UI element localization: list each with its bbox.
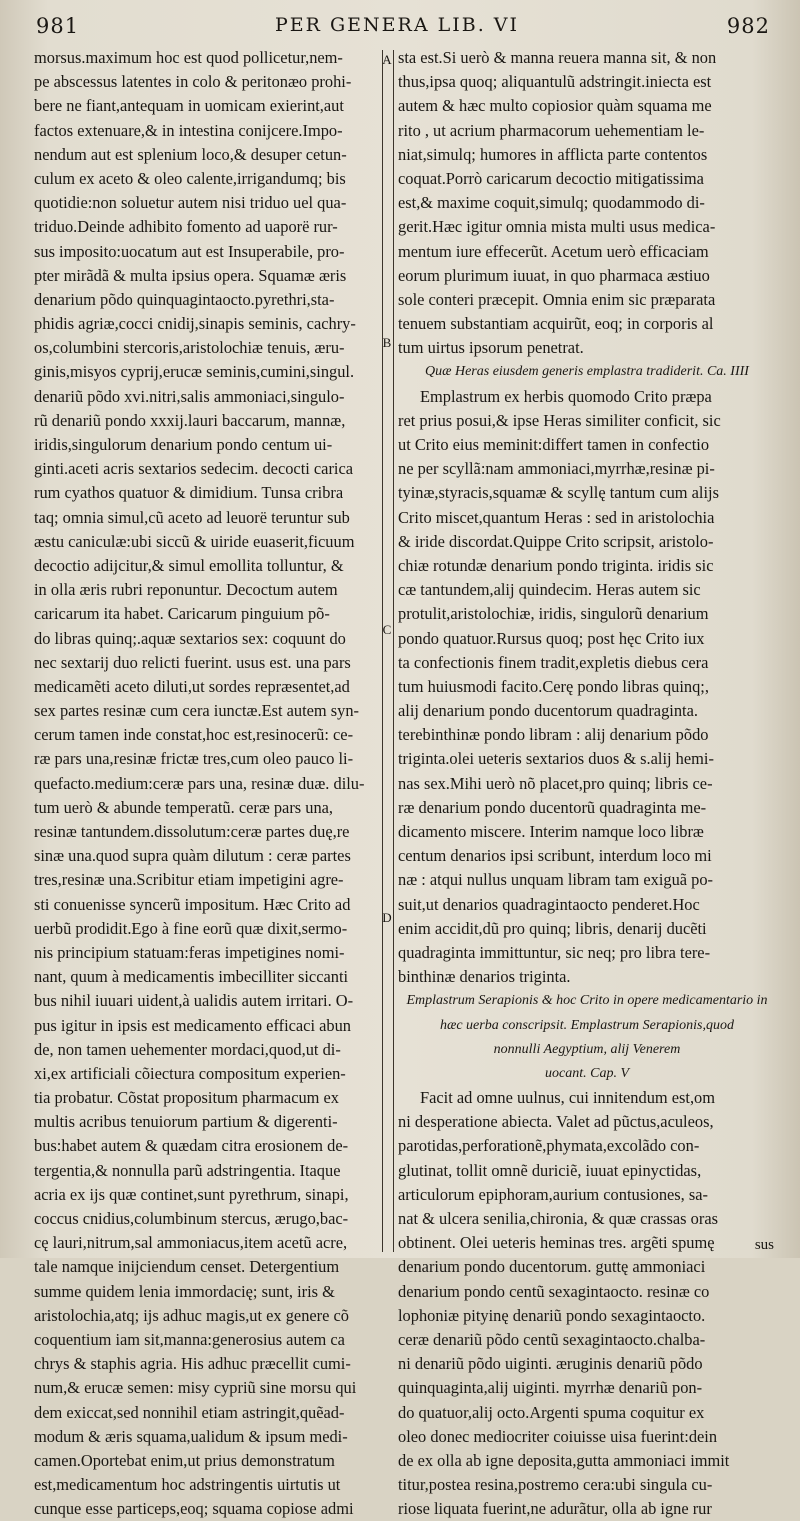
text-line: dem exiccat,sed nonnihil etiam astringit,quẽad-	[34, 1402, 345, 1422]
text-line: resinæ tantundem.dissolutum:ceræ partes duę,re	[34, 822, 350, 841]
text-line: quotidie:non soluetur autem nisi triduo uel qua-	[34, 193, 347, 213]
text-line: morsus.maximum hoc est quod pollicetur,nem-	[34, 48, 343, 67]
text-line: os,columbini stercoris,aristolochiæ tenuis, æru-	[34, 338, 345, 358]
text-line: tyinæ,styracis,squamæ & scyllę tantum cum alijs	[398, 483, 719, 503]
text-line: næ : atqui nullus unquam libram tam exiguã po-	[398, 870, 714, 890]
text-line: ta confectionis finem tradit,expletis diebus cera	[398, 652, 709, 672]
text-line: dicamento miscere. Interim namque loco libræ	[398, 822, 704, 841]
text-line: nat & ulcera senilia,chironia, & quæ crassas oras	[398, 1209, 718, 1228]
text-line: ceræ denariũ põdo centũ sexagintaocto.chalba-	[398, 1329, 706, 1349]
text-line: oleo donec mediocriter coiuisse uisa fuerint:dein	[398, 1426, 718, 1446]
margin-letter-b: B	[382, 335, 392, 350]
column-rule	[382, 50, 383, 1252]
text-line: de ex olla ab igne deposita,gutta ammoniaci immit	[398, 1450, 730, 1470]
text-line: chrys & staphis agria. His adhuc præcellit cumi-	[34, 1354, 351, 1374]
text-line: summe quidem lenia immordacię; sunt, iris &	[34, 1281, 335, 1301]
text-line: sex partes resinæ cum cera iunctæ.Est autem syn-	[34, 701, 359, 721]
page-number-right: 982	[726, 14, 770, 38]
text-line: de, non tamen uehementer mordaci,quod,ut di-	[34, 1039, 341, 1059]
text-line: & iride discordat.Quippe Crito scripsit, aristolo-	[398, 531, 714, 551]
catchword: sus	[754, 1237, 774, 1253]
text-line: quinquaginta,alij uiginti. myrrhæ denariũ pon-	[398, 1378, 703, 1398]
running-title: PER GENERA LIB. VI	[275, 14, 519, 36]
text-line: Quæ Heras eiusdem generis emplastra tradiderit. Ca. IIII	[425, 364, 749, 380]
page-number-left: 981	[36, 14, 80, 38]
margin-letter-d: D	[382, 910, 392, 925]
text-line: aristolochia,atq; ijs adhuc magis,ut ex genere cõ	[34, 1305, 349, 1325]
text-line: Crito miscet,quantum Heras : sed in aristolochia	[398, 507, 715, 527]
text-line: lophoniæ pityinę denariũ pondo sexagintaocto.	[398, 1305, 706, 1325]
text-line: gerit.Hæc igitur omnia mista multi usus medica-	[398, 217, 716, 237]
text-line: æstu caniculæ:ubi siccũ & uiride euaserit,ficuum	[34, 531, 355, 551]
text-line: xi,ex artificiali cõiectura compositum experien-	[34, 1063, 346, 1083]
text-line: nis principium statuam:feras impetigines nomi-	[34, 942, 345, 962]
text-line: terebinthinæ pondo libram : alij denarium põdo	[398, 725, 709, 745]
text-line: denarium põdo quinquagintaocto.pyrethri,sta-	[34, 289, 335, 309]
text-line: multis acribus tenuiorum partium & digerenti-	[34, 1112, 338, 1132]
text-line: nec sextarij duo relicti fuerint. usus est. una pars	[34, 652, 351, 672]
text-line: articulorum epiphoram,aurium contusiones, sa-	[398, 1184, 708, 1204]
margin-letter-c: C	[382, 622, 392, 637]
text-line: obtinent. Olei ueteris heminas tres. argẽti spumę	[398, 1233, 715, 1253]
text-line: est,& maxime coquit,simulq; quodammodo di-	[398, 193, 705, 213]
text-line: quadraginta immittuntur, sic neq; pro libra tere-	[398, 942, 711, 962]
text-line: ginis,misyos cyprij,erucæ seminis,cumini,singul.	[34, 362, 355, 382]
text-line: rito , ut acrium pharmacorum uehementiam le-	[398, 120, 705, 140]
text-line: tia probatur. Cõstat propositum pharmacum ex	[34, 1088, 339, 1108]
text-line: nendum aut est splenium loco,& desuper cetun-	[34, 144, 347, 164]
text-line: modum & æris squama,ualidum & ipsum medi-	[34, 1426, 348, 1446]
text-line: ut Crito eius meminit:differt tamen in confectio	[398, 435, 710, 454]
text-line: in olla æris rubri reponuntur. Decoctum autem	[34, 580, 338, 600]
right-text-column	[398, 46, 776, 1521]
text-line: tale namque inijciendum censet. Detergentium	[34, 1257, 340, 1277]
text-line: niat,simulq; humores in afflicta parte contentos	[398, 144, 708, 164]
text-line: cæ tantundem,alij quindecim. Heras autem sic	[398, 580, 701, 600]
text-line: pondo quatuor.Rursus quoq; post hęc Crito iux	[398, 628, 705, 648]
text-line: do quatuor,alij octo.Argenti spuma coquitur ex	[398, 1402, 705, 1422]
text-line: titur,postea resina,postremo cera:ubi singula cu-	[398, 1475, 713, 1495]
text-line: medicamẽti aceto diluti,ut sordes repræsentet,ad	[34, 676, 350, 696]
text-line: autem & hæc multo copiosior quàm squama me	[398, 96, 712, 116]
text-line: num,& erucæ semen: misy cypriũ sine morsu qui	[34, 1378, 357, 1398]
text-line: tres,resinæ una.Scribitur etiam impetigini agre-	[34, 870, 344, 890]
text-line: coccus cnidius,columbinum stercus, ærugo,bac-	[34, 1209, 349, 1228]
text-line: riose liquata fuerint,ne adurãtur, olla ab igne rur	[398, 1499, 712, 1519]
text-line: uocant. Cap. V	[545, 1065, 629, 1081]
text-line: parotidas,perforationẽ,phymata,excolãdo con-	[398, 1136, 700, 1156]
text-line: quefacto.medium:ceræ pars una, resinæ duæ. dilu-	[34, 773, 365, 793]
text-line: nant, quum à medicamentis imbecilliter siccanti	[34, 967, 349, 987]
text-line: coquat.Porrò caricarum decoctio mitigatissima	[398, 168, 704, 188]
text-line: rũ denariũ pondo xxxij.lauri baccarum, mannæ,	[34, 410, 346, 430]
text-line: denarium pondo ducentorum. guttę ammoniaci	[398, 1257, 706, 1277]
text-line: est,medicamentum hoc adstringentis uirtutis ut	[34, 1475, 341, 1495]
text-line: protulit,aristolochiæ, iridis, singulorũ denarium	[398, 604, 709, 624]
text-line: pter mirãdã & multa ipsius opera. Squamæ æris	[34, 265, 347, 285]
text-line: mentum iure effecerũt. Acetum uerò efficaciam	[398, 241, 709, 261]
text-line: phidis agriæ,cocci cnidij,sinapis seminis, cachry-	[34, 314, 356, 334]
text-line: thus,ipsa quoq; aliquantulũ adstringit.iniecta est	[398, 72, 712, 92]
text-line: Facit ad omne uulnus, cui innitendum est,om	[420, 1088, 715, 1108]
text-line: glutinat, tollit omnẽ duriciẽ, iuuat epinyctidas,	[398, 1160, 702, 1180]
text-line: denariũ põdo xvi.nitri,salis ammoniaci,singulo-	[34, 386, 345, 406]
text-line: binthinæ denarios triginta.	[398, 967, 571, 987]
text-line: ginti.aceti acris sextarios sedecim. decocti carica	[34, 459, 354, 479]
text-line: bus:habet autem & quædam citra erosionem de-	[34, 1136, 349, 1156]
text-line: ræ pars una,resinæ frictæ tres,cum oleo pauco li-	[34, 749, 354, 769]
text-line: cę lauri,nitrum,sal ammoniacus,item acetũ acre,	[34, 1233, 348, 1253]
text-line: sus imposito:uocatum aut est Insuperabile, pro-	[34, 241, 345, 261]
text-line: rum cyathos quatuor & dimidium. Tunsa cribra	[34, 483, 344, 503]
text-line: centum denarios ipsi scribunt, interdum loco mi	[398, 846, 712, 866]
column-rule	[393, 50, 394, 1252]
text-line: tenuem substantiam acquirũt, eoq; in corporis al	[398, 314, 714, 334]
text-line: hæc uerba conscripsit. Emplastrum Serapionis,quod	[440, 1017, 734, 1033]
text-line: bere ne fiant,antequam in uomicam exierint,aut	[34, 96, 344, 116]
text-line: coquentium iam sit,manna:generosius autem ca	[34, 1329, 345, 1349]
text-line: pe abscessus latentes in colo & peritonæo prohi-	[34, 72, 352, 92]
text-line: tum uirtus ipsorum penetrat.	[398, 338, 584, 358]
text-line: enim accidit,dũ pro quinq; libris, denarij ducẽti	[398, 918, 707, 938]
text-line: eorum plurimum iuuat, in quo pharmaca æstiuo	[398, 265, 710, 285]
text-line: ni desperatione abiecta. Valet ad pũctus,aculeos,	[398, 1112, 714, 1132]
text-line: uerbũ prodidit.Ego à fine eorũ quæ dixit,sermo-	[34, 918, 348, 938]
text-line: decoctio adijcitur,& simul emollita tolluntur, &	[34, 555, 344, 575]
text-line: do libras quinq;.aquæ sextarios sex: coquunt do	[34, 628, 346, 648]
text-line: Emplastrum ex herbis quomodo Crito præpa	[420, 386, 712, 406]
margin-letter-a: A	[382, 52, 392, 67]
text-line: sta est.Si uerò & manna reuera manna sit, & non	[398, 48, 717, 67]
text-line: ræ denarium pondo ducentorũ quadraginta me-	[398, 797, 707, 817]
text-line: alij denarium pondo ducentorum quadraginta.	[398, 701, 698, 721]
text-line: cerum tamen inde constat,hoc est,resinocerũ: ce-	[34, 725, 354, 745]
text-line: sinæ una.quod supra quàm dilutum : ceræ partes	[34, 846, 351, 866]
text-line: suit,ut denarios quadragintaocto penderet.Hoc	[398, 894, 700, 914]
text-line: ne per scyllã:nam ammoniaci,myrrhæ,resinæ pi-	[398, 459, 715, 479]
text-line: factos extenuare,& in intestina conijcere.Impo-	[34, 120, 343, 140]
text-line: ret prius posui,& ipse Heras similiter conficit, sic	[398, 410, 721, 430]
text-line: iridis,singulorum denarium pondo centum ui-	[34, 435, 333, 454]
text-line: ni denariũ põdo uiginti. æruginis denariũ põdo	[398, 1354, 703, 1374]
text-line: sti conuenisse syncerũ impositum. Hæc Crito ad	[34, 894, 351, 914]
text-line: acria ex ijs quæ continet,sunt pyrethrum, sinapi,	[34, 1184, 349, 1204]
text-line: camen.Oportebat enim,ut prius demonstratum	[34, 1450, 335, 1470]
text-line: pus igitur in ipsis est medicamento efficaci abun	[34, 1015, 351, 1035]
text-line: Emplastrum Serapionis & hoc Crito in opere medicamentario in	[406, 993, 768, 1009]
text-line: culum ex aceto & oleo calente,irrigandumq; bis	[34, 168, 346, 188]
text-line: bus nihil iuuari uident,à ualidis autem irritari. O-	[34, 991, 354, 1011]
text-line: chiæ rotundæ denarium pondo triginta. iridis sic	[398, 555, 714, 575]
text-line: nas sex.Mihi uerò nõ placet,pro quinq; libris ce-	[398, 773, 713, 793]
text-line: denarium pondo centũ sexagintaocto. resinæ co	[398, 1281, 710, 1301]
text-line: taq; omnia simul,cũ aceto ad leuorë teruntur sub	[34, 507, 350, 527]
text-line: tergentia,& nonnulla parũ adstringentia. Itaque	[34, 1160, 341, 1180]
text-line: nonnulli Aegyptium, alij Venerem	[493, 1041, 681, 1057]
text-line: caricarum ita habet. Caricarum pinguium põ-	[34, 604, 330, 624]
text-line: triduo.Deinde adhibito fomento ad uaporë rur-	[34, 217, 338, 237]
text-line: tum huiusmodi facito.Cerę pondo libras quinq;,	[398, 676, 709, 696]
text-line: tum uerò & abunde temperatũ. ceræ pars una,	[34, 797, 334, 817]
text-line: cunque esse particeps,eoq; squama copiose admi	[34, 1499, 354, 1519]
text-line: sole conteri præcepit. Omnia enim sic præparata	[398, 289, 716, 309]
text-line: triginta.olei ueteris sextarios duos & s.alij hemi-	[398, 749, 714, 769]
left-text-column	[34, 46, 372, 1521]
